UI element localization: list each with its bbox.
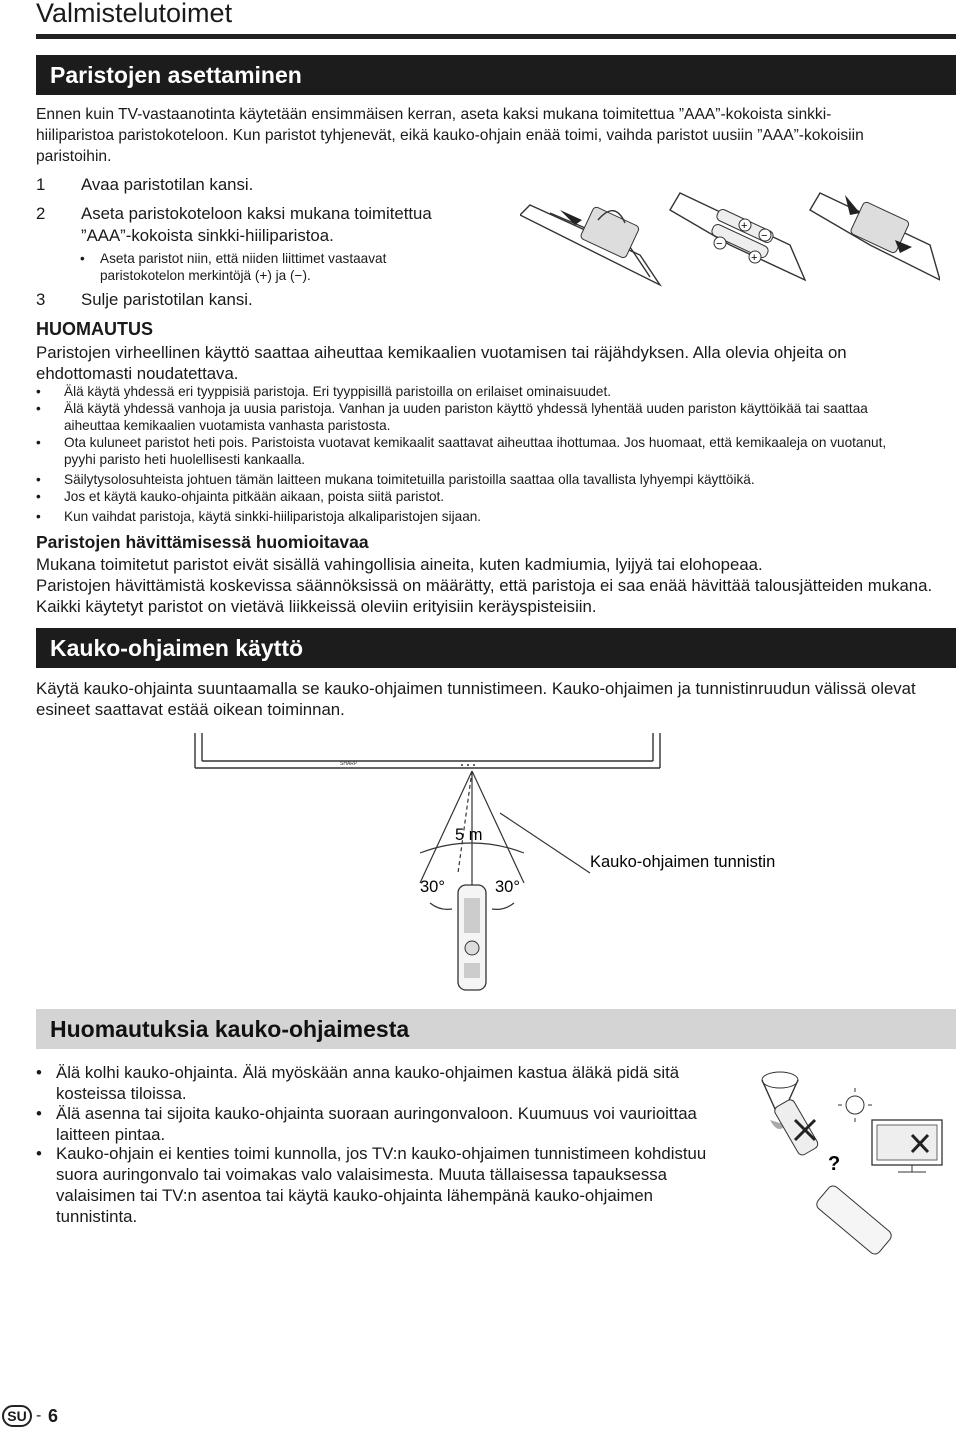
sun-icon bbox=[838, 1088, 872, 1122]
bullet-dot: • bbox=[36, 1144, 42, 1163]
remote-control-icon bbox=[458, 885, 486, 990]
plus-sign: + bbox=[741, 220, 748, 232]
battery-insertion-illustration bbox=[520, 185, 940, 295]
step-text: Aseta paristokoteloon kaksi mukana toimitettua bbox=[81, 204, 432, 223]
step-text: Sulje paristotilan kansi. bbox=[81, 290, 253, 309]
step-number: 1 bbox=[36, 175, 46, 194]
remote-cover-open-icon bbox=[520, 205, 660, 285]
footer-dash: - bbox=[36, 1407, 42, 1424]
angle-right-label: 30° bbox=[495, 878, 520, 896]
remote-battery-polarity-icon bbox=[670, 193, 805, 280]
angle-left-label: 30° bbox=[420, 878, 445, 896]
page-title: Valmistelutoimet bbox=[36, 0, 233, 28]
remote-caution-illustration bbox=[740, 1060, 950, 1260]
intro-line-3: paristoihin. bbox=[36, 148, 112, 165]
bullet-line-1: Aseta paristot niin, että niiden liittimet vastaavat bbox=[100, 251, 387, 266]
section-heading-battery-install: Paristojen asettaminen bbox=[36, 55, 956, 95]
step-number: 3 bbox=[36, 290, 46, 309]
remote-use-line-2: esineet saattavat estää oikean toiminnan. bbox=[36, 700, 345, 719]
page-number: 6 bbox=[48, 1406, 59, 1426]
question-mark-icon: ? bbox=[828, 1153, 841, 1175]
remote-range-diagram bbox=[190, 733, 810, 995]
disposal-heading: Paristojen hävittämisessä huomioitavaa bbox=[36, 532, 369, 552]
page-footer bbox=[2, 1405, 62, 1431]
step-text-continued: ”AAA”-kokoista sinkki-hiiliparistoa. bbox=[81, 226, 334, 245]
bullet-dot: • bbox=[36, 1104, 42, 1123]
list-item: • Älä käytä yhdessä vanhoja ja uusia paristoja. Vanhan ja uuden pariston käyttö yhdessä lyhentää uuden pariston käyttöikää tai saattaa aiheuttaa kemikaalien vuotamista vanhasta paristosta. bbox=[36, 400, 926, 434]
plus-sign: + bbox=[751, 252, 758, 264]
note-heading: HUOMAUTUS bbox=[36, 319, 153, 339]
note-line-1: Paristojen virheellinen käyttö saattaa aiheuttaa kemikaalien vuotamisen tai räjähdyksen. Alla olevia ohjeita on bbox=[36, 343, 847, 362]
bullet-line-2: paristokotelon merkintöjä (+) ja (−). bbox=[100, 268, 311, 283]
disposal-line-2: Paristojen hävittämistä koskevissa säännöksissä on määrätty, että paristoja ei saa enää hävittää talousjätteiden mukana. bbox=[36, 576, 933, 595]
intro-line-1: Ennen kuin TV-vastaanotinta käytetään ensimmäisen kerran, aseta kaksi mukana toimitettua ”AAA”-kokoista sinkki- bbox=[36, 106, 832, 123]
disposal-line-3: Kaikki käytetyt paristot on vietävä liikkeissä oleviin erityisiin keräyspisteisiin. bbox=[36, 597, 597, 616]
step-number: 2 bbox=[36, 204, 46, 223]
note-line-2: ehdottomasti noudatettava. bbox=[36, 364, 239, 383]
brand-logo: SHARP bbox=[340, 761, 358, 767]
remote-control-icon bbox=[814, 1184, 893, 1257]
language-badge: SU bbox=[2, 1405, 32, 1427]
section-heading-remote-notes: Huomautuksia kauko-ohjaimesta bbox=[36, 1009, 956, 1049]
step-2 bbox=[36, 203, 506, 247]
intro-line-2: hiiliparistoa paristokoteloon. Kun paristot tyhjenevät, eikä kauko-ohjain enää toimi, vaihda paristot uusiin ”AAA”-kokoisiin bbox=[36, 127, 864, 144]
disposal-line-1: Mukana toimitetut paristot eivät sisällä vahingollisia aineita, kuten kadmiumia, lyijyä tai elohopeaa. bbox=[36, 555, 763, 574]
list-item: • Ota kuluneet paristot heti pois. Paristoista vuotavat kemikaalit saattavat aiheuttaa ihottumaa. Jos huomaat, että kemikaaleja on vuotanut, pyyhi paristo heti huolellisesti kankaalla. bbox=[36, 434, 926, 468]
list-item: • Säilytysolosuhteista johtuen tämän laitteen mukana toimitetuilla paristoilla saattaa olla tavallista lyhyempi käyttöikä. bbox=[36, 471, 926, 488]
remote-use-line-1: Käytä kauko-ohjainta suuntaamalla se kauko-ohjaimen tunnistimeen. Kauko-ohjaimen ja tunnistinruudun välissä olevat bbox=[36, 679, 916, 698]
step-text: Avaa paristotilan kansi. bbox=[81, 175, 254, 194]
bullet-dot: • bbox=[36, 1063, 42, 1082]
bullet-dot: • bbox=[80, 251, 85, 266]
list-item: • Älä käytä yhdessä eri tyyppisiä paristoja. Eri tyyppisillä paristoilla on erilaiset ominaisuudet. bbox=[36, 383, 926, 400]
remote-cover-close-icon bbox=[810, 193, 940, 280]
tv-front-icon bbox=[195, 733, 660, 768]
list-item: • Kun vaihdat paristoja, käytä sinkki-hiiliparistoja alkaliparistojen sijaan. bbox=[36, 508, 926, 525]
title-rule bbox=[36, 34, 956, 39]
section-heading-remote-use: Kauko-ohjaimen käyttö bbox=[36, 628, 956, 668]
tv-icon bbox=[872, 1120, 942, 1172]
list-item: • Jos et käytä kauko-ohjainta pitkään aikaan, poista siitä paristot. bbox=[36, 488, 926, 505]
minus-sign: − bbox=[716, 238, 723, 250]
distance-label: 5 m bbox=[455, 826, 483, 844]
minus-sign: − bbox=[761, 230, 768, 242]
sensor-label: Kauko-ohjaimen tunnistin bbox=[590, 853, 776, 871]
